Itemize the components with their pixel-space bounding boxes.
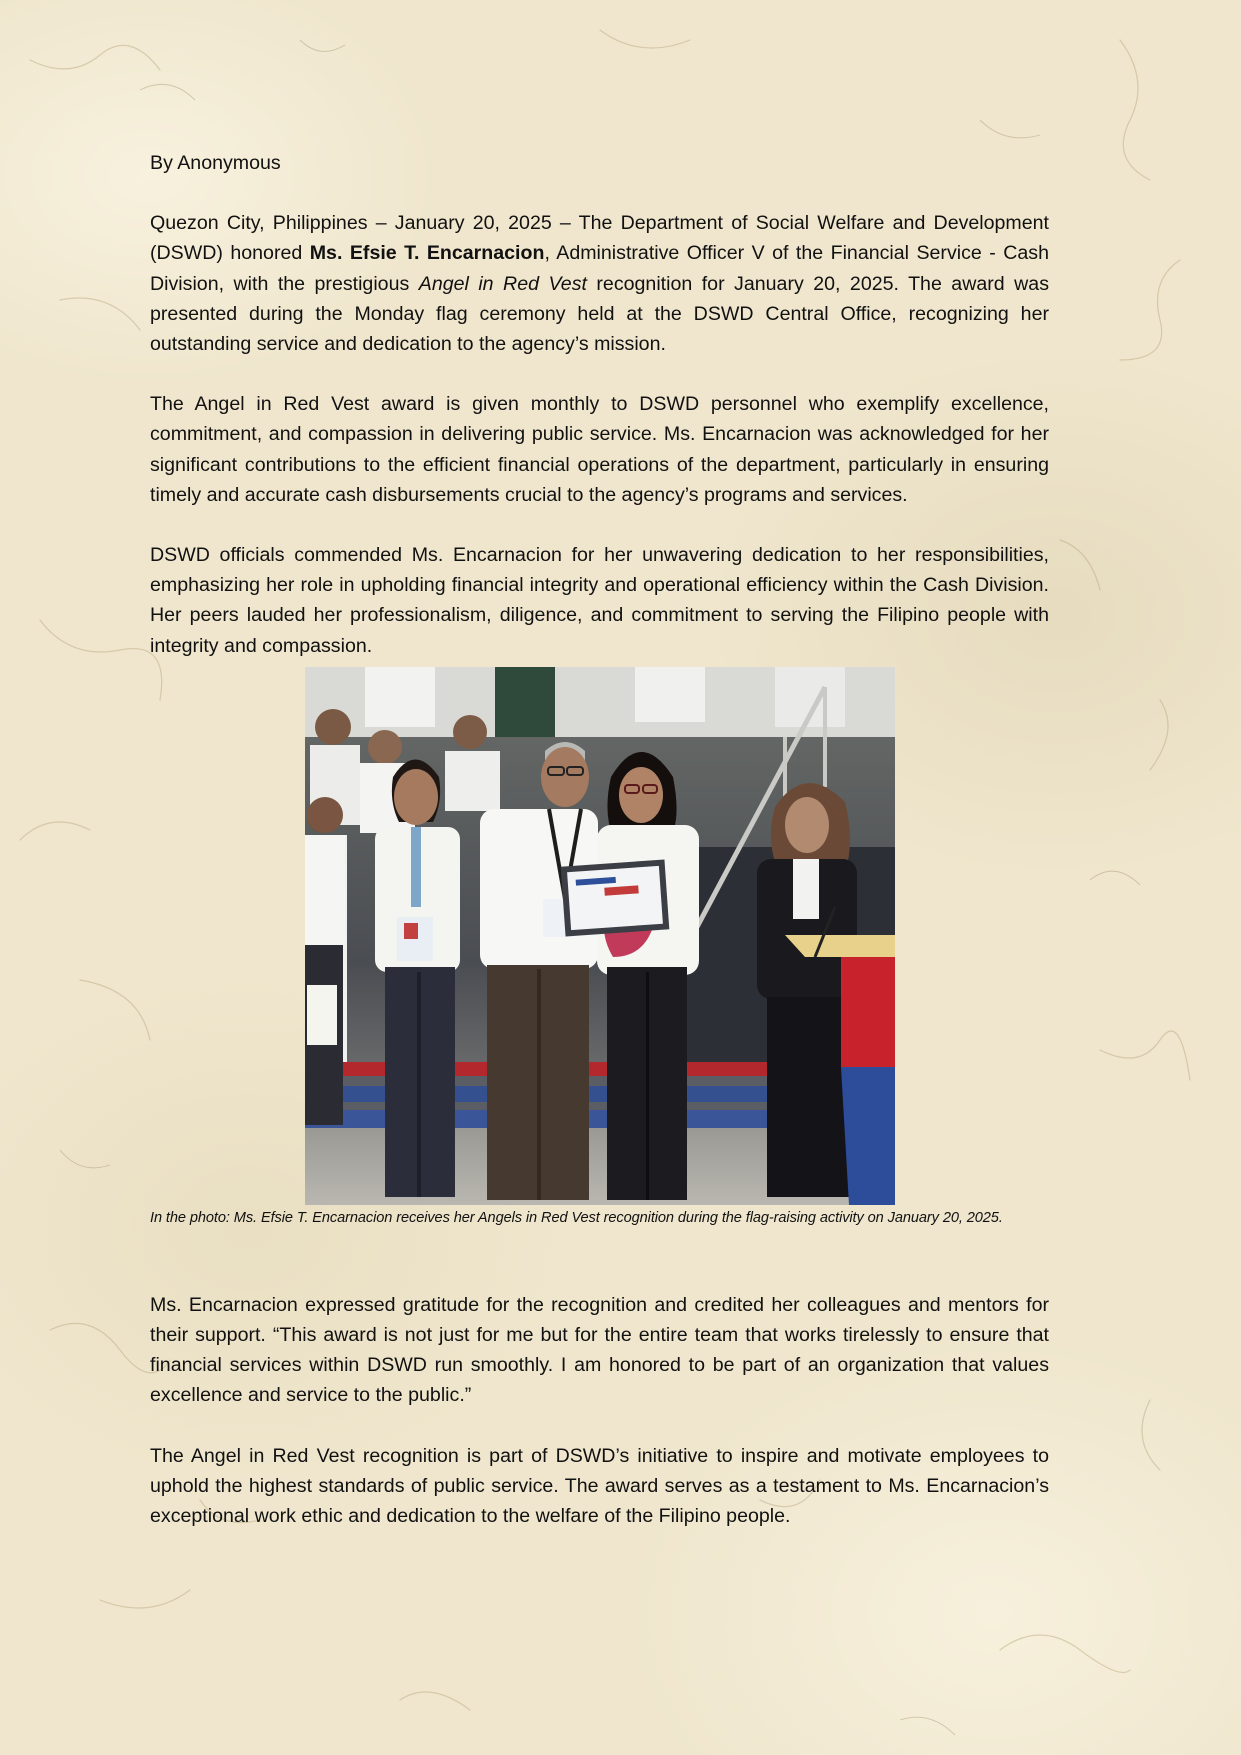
paragraph-1-middle: , Administrative Officer V of the Financial Service - Cash Division, with the prestigious (150, 242, 1049, 295)
award-name: Angel in Red Vest (418, 272, 587, 295)
honoree-name: Ms. Efsie T. Encarnacion (309, 242, 545, 265)
photo-caption: In the photo: Ms. Efsie T. Encarnacion receives her Angels in Red Vest recognition during the flag-raising activity on January 20, 2025. (150, 1209, 1003, 1226)
paragraph-4: Ms. Encarnacion expressed gratitude for the recognition and credited her colleagues and mentors for their support. “This award is not just for me but for the entire team that works tirelessly to ensure that financial services within DSWD run smoothly. I am honored to be part of an organization that values excellence and service to the public.” (150, 1293, 1049, 1407)
byline: By Anonymous (150, 152, 281, 174)
paragraph-2: The Angel in Red Vest award is given monthly to DSWD personnel who exemplify excellence, commitment, and compassion in delivering public service. Ms. Encarnacion was acknowledged for her significant contributions to the efficient financial operations of the department, particularly in ensuring timely and accurate cash disbursements crucial to the agency’s programs and services. (150, 393, 1049, 506)
paragraph-1-intro: Quezon City, Philippines – January 20, 2025 – The Department of Social Welfare and Development (DSWD) honored (150, 212, 1049, 265)
photo-figure (150, 667, 1049, 1228)
award-photo (305, 667, 895, 1205)
paragraph-1-end: recognition for January 20, 2025. The award was presented during the Monday flag ceremony held at the DSWD Central Office, recognizing her outstanding service and dedication to the agency’s mission. (150, 272, 1049, 356)
paragraph-1 (150, 208, 1049, 359)
article-body (150, 148, 1049, 1531)
paragraph-5: The Angel in Red Vest recognition is part of DSWD’s initiative to inspire and motivate employees to uphold the highest standards of public service. The award serves as a testament to Ms. Encarnacion’s exceptional work ethic and dedication to the welfare of the Filipino people. (150, 1444, 1049, 1528)
paragraph-3: DSWD officials commended Ms. Encarnacion for her unwavering dedication to her responsibilities, emphasizing her role in upholding financial integrity and operational efficiency within the Cash Division. Her peers lauded her professionalism, diligence, and commitment to serving the Filipino people with integrity and compassion. (150, 544, 1049, 657)
